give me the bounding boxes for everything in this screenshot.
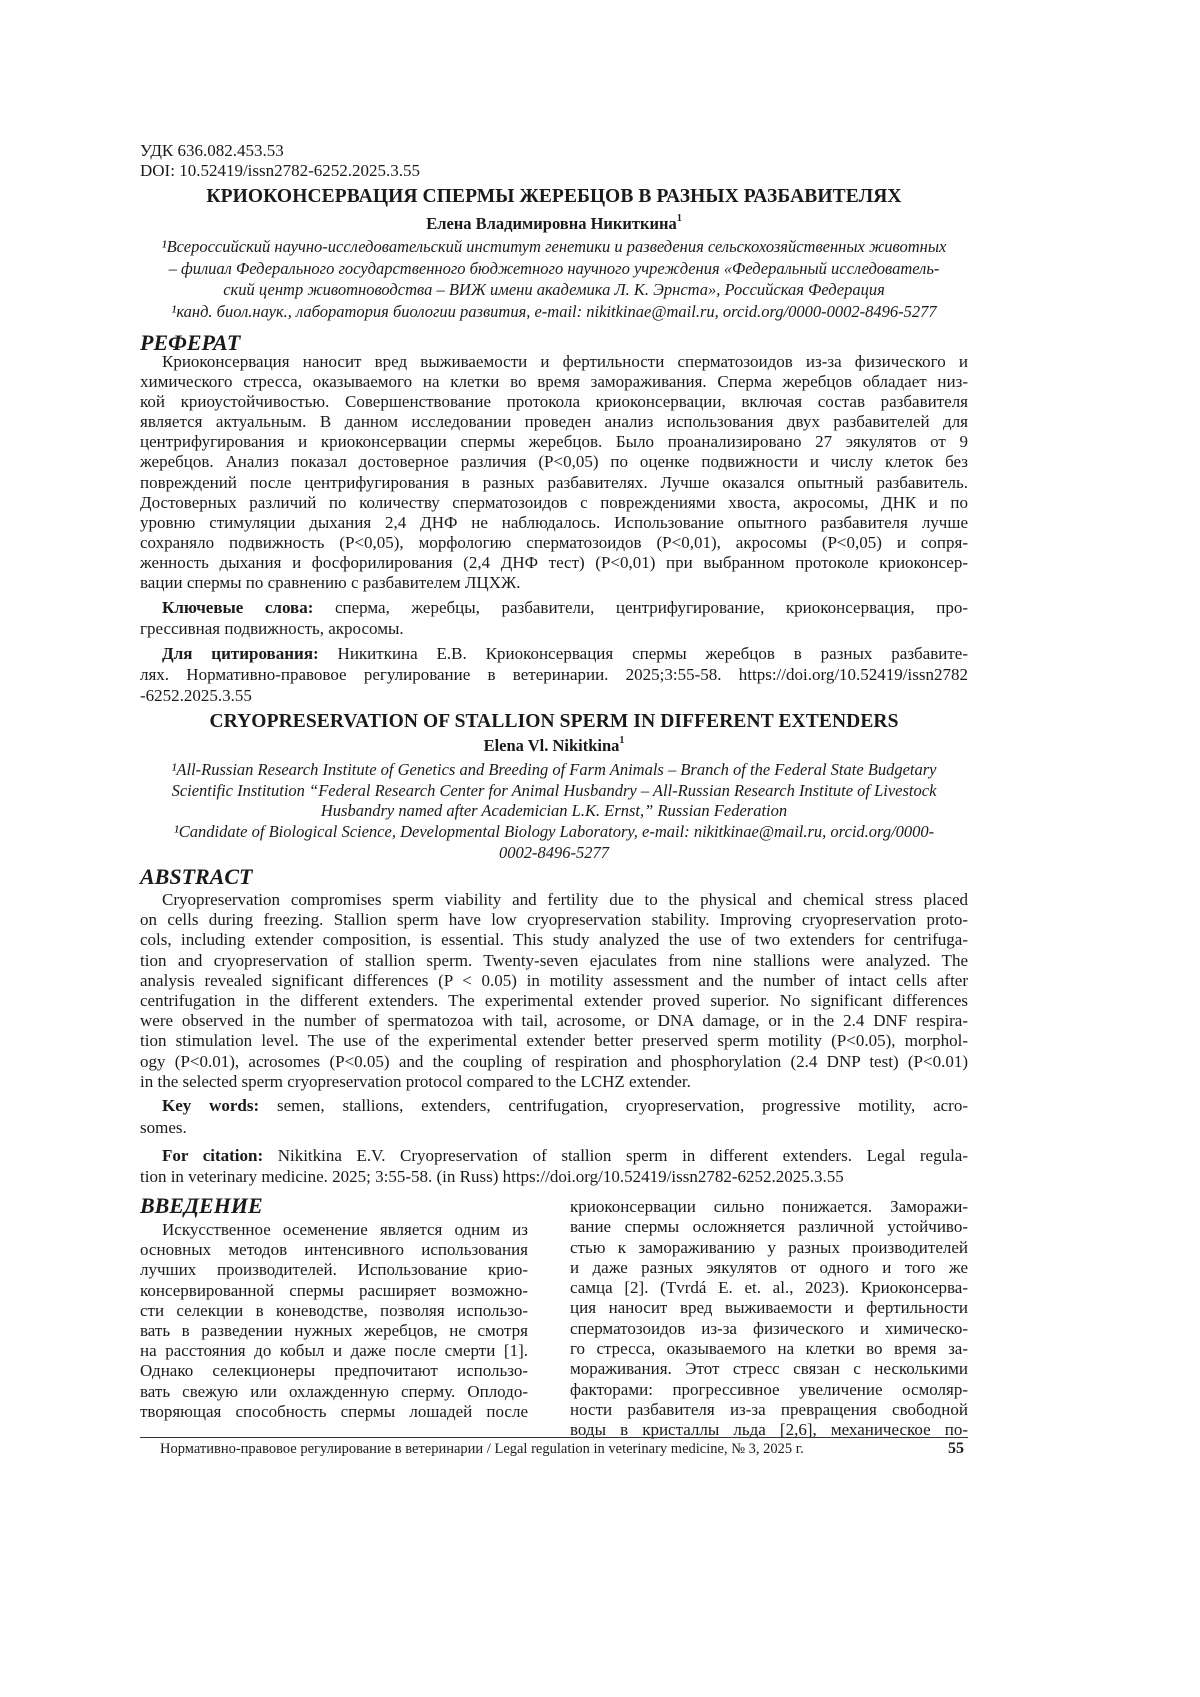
label: Ключевые слова: <box>162 598 313 617</box>
line-text: го стресса, оказываемого на клетки во время за- <box>570 1339 968 1358</box>
line-text: centrifugation in the different extenders. The experimental extender proved superior. No significant differences <box>140 991 968 1010</box>
line-text: semen, stallions, extenders, centrifugation, cryopreservation, progressive motility, acro- <box>259 1096 968 1115</box>
line-text: Nikitkina E.V. Cryopreservation of stallion sperm in different extenders. Legal regula- <box>263 1146 968 1165</box>
keywords-en <box>140 1095 968 1139</box>
text-line <box>140 513 968 533</box>
line-text: tion and cryopreservation of stallion sperm. Twenty-seven ejaculates from nine stallions were analyzed. The <box>140 951 968 970</box>
text-line <box>140 553 968 573</box>
citation-en <box>140 1145 968 1187</box>
text-line <box>140 1301 528 1321</box>
author-sup: 1 <box>677 213 682 224</box>
text-line <box>140 1220 528 1240</box>
line-text: Scientific Institution “Federal Research Center for Animal Husbandry – All-Russian Research Institute of Livestock <box>172 781 937 800</box>
line-text: основных методов интенсивного использования <box>140 1240 528 1259</box>
text-line <box>140 392 968 412</box>
text-line <box>100 279 1008 301</box>
label: For citation: <box>162 1146 263 1165</box>
line-text: ция наносит вред выживаемости и фертильности <box>570 1298 968 1317</box>
label: Key words: <box>162 1096 259 1115</box>
text-line <box>570 1339 968 1359</box>
text-line <box>140 1402 528 1422</box>
abstract-en <box>140 890 968 1092</box>
line-text: in the selected sperm cryopreservation protocol compared to the LCHZ extender. <box>140 1072 691 1091</box>
text-line <box>140 1361 528 1381</box>
text-line <box>140 991 968 1011</box>
text-line <box>570 1359 968 1379</box>
text-line <box>100 781 1008 802</box>
line-text: ¹Candidate of Biological Science, Developmental Biology Laboratory, e-mail: nikitkinae@mail.ru, orcid.org/0000- <box>174 822 934 841</box>
author-sup: 1 <box>619 735 624 746</box>
line-text: центрифугирования и криоконсервации спермы жеребцов. Было проанализировано 27 эякулятов от 9 <box>140 432 968 451</box>
line-text: сохраняло подвижность (P<0,05), морфологию сперматозоидов (P<0,01), акросомы (P<0,05) и сопря- <box>140 533 968 552</box>
line-text: Cryopreservation compromises sperm viability and fertility due to the physical and chemical stress placed <box>162 890 968 909</box>
text-line <box>140 597 968 618</box>
line-text: стью к замораживанию у разных производителей <box>570 1238 968 1257</box>
author-ru <box>100 214 1008 234</box>
line-text: Никиткина Е.В. Криоконсервация спермы жеребцов в разных разбавите- <box>319 644 968 663</box>
line-text: Искусственное осеменение является одним из <box>162 1220 528 1239</box>
line-text: ¹All-Russian Research Institute of Genetics and Breeding of Farm Animals – Branch of the Federal State Budgetary <box>171 760 936 779</box>
text-line <box>140 1072 968 1092</box>
footer-journal: Нормативно-правовое регулирование в ветеринарии / Legal regulation in veterinary medicine, № 3, 2025 г. <box>160 1441 804 1458</box>
line-text: Husbandry named after Academician L.K. Ernst,” Russian Federation <box>321 801 787 820</box>
affiliation-en-2 <box>140 822 968 863</box>
line-text: ogy (P<0.01), acrosomes (P<0.05) and the coupling of respiration and phosphorylation (2.4 DNP test) (P<0.01) <box>140 1052 968 1071</box>
line-text: вации спермы по сравнению с разбавителем ЛЦХЖ. <box>140 573 520 592</box>
citation-ru <box>140 643 968 706</box>
text-line <box>140 1341 528 1361</box>
line-text: Криоконсервация наносит вред выживаемости и фертильности сперматозоидов из-за физического и <box>162 352 968 371</box>
line-text: somes. <box>140 1118 187 1137</box>
text-line <box>570 1238 968 1258</box>
text-line <box>140 910 968 930</box>
text-line <box>140 573 968 593</box>
text-line <box>570 1197 968 1217</box>
intro-right-column <box>570 1197 968 1441</box>
text-line <box>140 951 968 971</box>
text-line <box>100 801 1008 822</box>
text-line <box>570 1319 968 1339</box>
line-text: творяющая способность спермы лошадей после <box>140 1402 528 1421</box>
author-name: Elena Vl. Nikitkina <box>484 736 620 755</box>
line-text: факторами: прогрессивное увеличение осмоляр- <box>570 1380 968 1399</box>
intro-heading: ВВЕДЕНИЕ <box>140 1194 263 1218</box>
line-text: вать свежую или охлажденную сперму. Оплодо- <box>140 1382 528 1401</box>
text-line <box>140 1011 968 1031</box>
line-text: жеребцов. Анализ показал достоверное различия (P<0,05) по оценке подвижности и числу клеток без <box>140 452 968 471</box>
line-text: криоконсервации сильно понижается. Заморажи- <box>570 1197 968 1216</box>
line-text: консервированной спермы расширяет возможно- <box>140 1281 528 1300</box>
text-line <box>140 664 968 685</box>
text-line <box>570 1400 968 1420</box>
line-text: – филиал Федерального государственного бюджетного научного учреждения «Федеральный исследователь- <box>169 259 940 278</box>
text-line <box>140 1166 968 1187</box>
line-text: уровню стимуляции дыхания 2,4 ДНФ не наблюдалось. Использование опытного разбавителя лучше <box>140 513 968 532</box>
text-line <box>140 618 968 639</box>
line-text: самца [2]. (Tvrdá E. et. al., 2023). Криоконсерва- <box>570 1278 968 1297</box>
line-text: повреждений после центрифугирования в разных разбавителях. Лучше оказался опытный разбавитель. <box>140 473 968 492</box>
text-line <box>140 822 968 843</box>
text-line <box>140 452 968 472</box>
text-line <box>570 1278 968 1298</box>
text-line <box>140 930 968 950</box>
text-line <box>140 685 968 706</box>
line-text: Достоверных различий по количеству сперматозоидов с повреждениями хвоста, акросомы, ДНК и по <box>140 493 968 512</box>
affiliation-en <box>100 760 1008 822</box>
doi: DOI: 10.52419/issn2782-6252.2025.3.55 <box>140 161 420 182</box>
text-line <box>140 1095 968 1117</box>
line-text: on cells during freezing. Stallion sperm have low cryopreservation stability. Improving cryopreservation proto- <box>140 910 968 929</box>
line-text: химического стресса, оказываемого на клетки во время замораживания. Сперма жеребцов обладает низ- <box>140 372 968 391</box>
text-line <box>140 843 968 864</box>
text-line <box>140 643 968 664</box>
text-line <box>140 412 968 432</box>
text-line <box>140 352 968 372</box>
text-line <box>140 1281 528 1301</box>
line-text: сти селекции в коневодстве, позволяя использо- <box>140 1301 528 1320</box>
line-text: вать в разведении нужных жеребцов, не смотря <box>140 1321 528 1340</box>
text-line <box>140 493 968 513</box>
line-text: сперматозоидов из-за физического и химическо- <box>570 1319 968 1338</box>
line-text: и даже разных эякулятов от одного и того же <box>570 1258 968 1277</box>
text-line <box>570 1298 968 1318</box>
text-line <box>570 1380 968 1400</box>
text-line <box>140 1321 528 1341</box>
page-number: 55 <box>948 1440 964 1458</box>
line-text: ¹Всероссийский научно-исследовательский институт генетики и разведения сельскохозяйственных животных <box>162 237 947 256</box>
line-text: грессивная подвижность, акросомы. <box>140 619 404 638</box>
article-title-en: CRYOPRESERVATION OF STALLION SPERM IN DIFFERENT EXTENDERS <box>100 710 1008 734</box>
text-line <box>140 1145 968 1166</box>
text-line <box>140 533 968 553</box>
affiliation-ru <box>100 236 1008 323</box>
text-line <box>100 236 1008 258</box>
line-text: мораживания. Этот стресс связан с несколькими <box>570 1359 968 1378</box>
abstract-ru <box>140 352 968 593</box>
text-line <box>140 1240 528 1260</box>
line-text: Однако селекционеры предпочитают использо- <box>140 1361 528 1380</box>
footer-divider <box>140 1437 968 1438</box>
text-line <box>140 1031 968 1051</box>
abstract-heading-en: ABSTRACT <box>140 865 252 889</box>
article-title-ru: КРИОКОНСЕРВАЦИЯ СПЕРМЫ ЖЕРЕБЦОВ В РАЗНЫХ РАЗБАВИТЕЛЯХ <box>100 185 1008 209</box>
intro-left-column <box>140 1220 528 1422</box>
text-line <box>140 1052 968 1072</box>
text-line <box>140 1382 528 1402</box>
line-text: лях. Нормативно-правовое регулирование в ветеринарии. 2025;3:55-58. https://doi.org/10.52419/issn2782 <box>140 665 968 684</box>
text-line <box>570 1258 968 1278</box>
line-text: является актуальным. В данном исследовании проведен анализ использования двух разбавителей для <box>140 412 968 431</box>
text-line <box>140 432 968 452</box>
text-line <box>140 890 968 910</box>
udk-code: УДК 636.082.453.53 <box>140 141 284 162</box>
abstract-heading-ru: РЕФЕРАТ <box>140 331 240 355</box>
line-text: -6252.2025.3.55 <box>140 686 252 705</box>
text-line <box>140 1117 968 1139</box>
line-text: ский центр животноводства – ВИЖ имени академика Л. К. Эрнста», Российская Федерация <box>223 280 885 299</box>
line-text: analysis revealed significant differences (P < 0.05) in motility assessment and the number of intact cells after <box>140 971 968 990</box>
label: Для цитирования: <box>162 644 319 663</box>
line-text: ности разбавителя из-за превращения свободной <box>570 1400 968 1419</box>
text-line <box>140 473 968 493</box>
line-text: tion stimulation level. The use of the experimental extender better preserved sperm motility (P<0.05), morphol- <box>140 1031 968 1050</box>
text-line <box>570 1217 968 1237</box>
keywords-ru <box>140 597 968 639</box>
line-text: на расстояния до кобыл и даже после смерти [1]. <box>140 1341 528 1360</box>
line-text: кой криоустойчивостью. Совершенствование протокола криоконсервации, включая состав разбавителя <box>140 392 968 411</box>
line-text: вание спермы осложняется различной устойчиво- <box>570 1217 968 1236</box>
text-line <box>140 971 968 991</box>
line-text: ¹канд. биол.наук., лаборатория биологии развития, e-mail: nikitkinae@mail.ru, orcid.org/0000-0002-8496-5277 <box>171 302 936 321</box>
line-text: лучших производителей. Использование крио- <box>140 1260 528 1279</box>
text-line <box>140 372 968 392</box>
text-line <box>100 760 1008 781</box>
text-line <box>140 1260 528 1280</box>
line-text: женность дыхания и фосфорилирования (2,4 ДНФ тест) (P<0,01) при выбранном протоколе криоконсер- <box>140 553 968 572</box>
text-line <box>100 258 1008 280</box>
line-text: tion in veterinary medicine. 2025; 3:55-58. (in Russ) https://doi.org/10.52419/issn2782-6252.2025.3.55 <box>140 1167 844 1186</box>
text-line <box>100 301 1008 323</box>
author-en <box>100 736 1008 756</box>
line-text: 0002-8496-5277 <box>499 843 609 862</box>
line-text: сперма, жеребцы, разбавители, центрифугирование, криоконсервация, про- <box>313 598 968 617</box>
line-text: воды в кристаллы льда [2,6], механическое по- <box>570 1420 968 1439</box>
line-text: cols, including extender composition, is essential. This study analyzed the use of two extenders for centrifuga- <box>140 930 968 949</box>
line-text: were observed in the number of spermatozoa with tail, acrosome, or DNA damage, or in the 2.4 DNF respira- <box>140 1011 968 1030</box>
author-name: Елена Владимировна Никиткина <box>426 214 677 233</box>
